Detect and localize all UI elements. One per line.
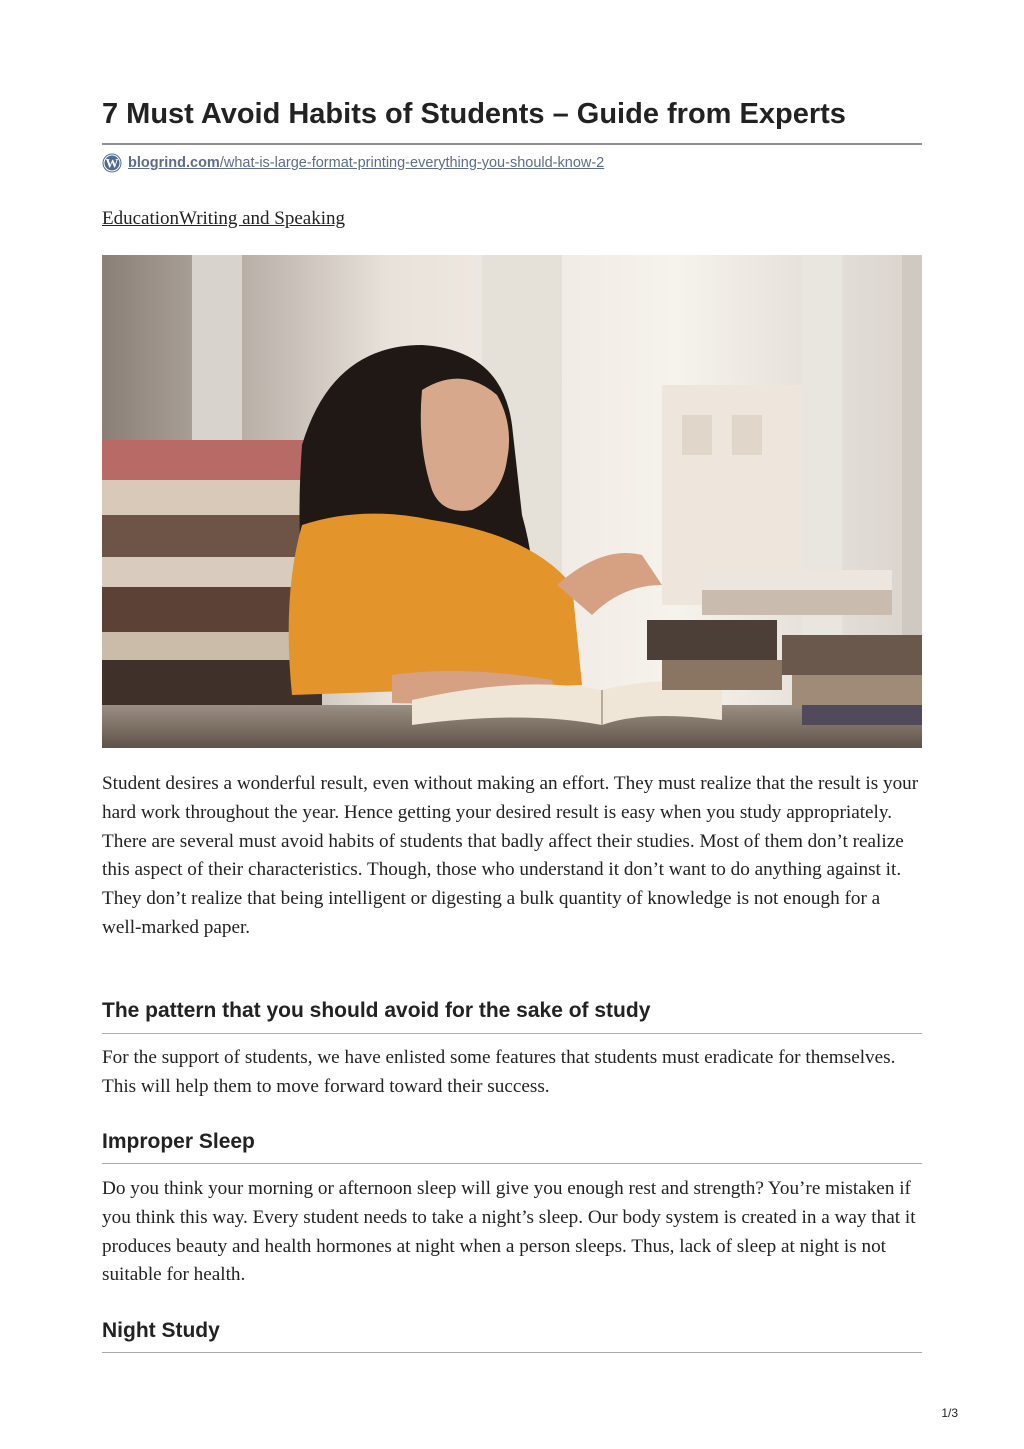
section-paragraph: Do you think your morning or afternoon sleep will give you enough rest and strength? You’re mistaken if you think this way. Every student needs to take a night’s sleep. Our body system is created in a way that it produces beauty and health hormones at night when a person sleeps. Thus, lack of sleep at night is not suitable for health. <box>102 1178 916 1286</box>
section-divider <box>102 1163 922 1164</box>
category-links <box>102 206 345 232</box>
page-number: 1/3 <box>941 1406 958 1420</box>
page-title: 7 Must Avoid Habits of Students – Guide from Experts <box>102 98 846 130</box>
source-path: /what-is-large-format-printing-everything-you-should-know-2 <box>219 155 605 171</box>
source-link[interactable] <box>128 155 604 171</box>
source-link-row <box>102 152 604 174</box>
title-divider <box>102 143 922 145</box>
section-divider <box>102 1033 922 1034</box>
svg-text:W: W <box>105 155 119 171</box>
source-domain: blogrind.com <box>128 155 220 171</box>
section-heading: Night Study <box>102 1319 220 1342</box>
wordpress-icon <box>102 153 122 173</box>
section-heading: The pattern that you should avoid for the sake of study <box>102 999 651 1022</box>
section-paragraph: For the support of students, we have enlisted some features that students must eradicate for themselves. This will help them to move forward toward their success. <box>102 1047 896 1097</box>
category-link-writing-and-speaking[interactable]: Writing and Speaking <box>179 208 346 229</box>
intro-paragraph: Student desires a wonderful result, even without making an effort. They must realize that the result is your hard work throughout the year. Hence getting your desired result is easy when you study appropriately. There are several must avoid habits of students that badly affect their studies. Most of them don’t realize this aspect of their characteristics. Though, those who understand it don’t want to do anything against it. They don’t realize that being intelligent or digesting a bulk quantity of knowledge is not enough for a well-marked paper. <box>102 773 919 938</box>
category-link-education[interactable]: Education <box>102 208 180 229</box>
section-heading: Improper Sleep <box>102 1130 255 1153</box>
hero-photo <box>102 255 922 748</box>
section-divider <box>102 1352 922 1353</box>
